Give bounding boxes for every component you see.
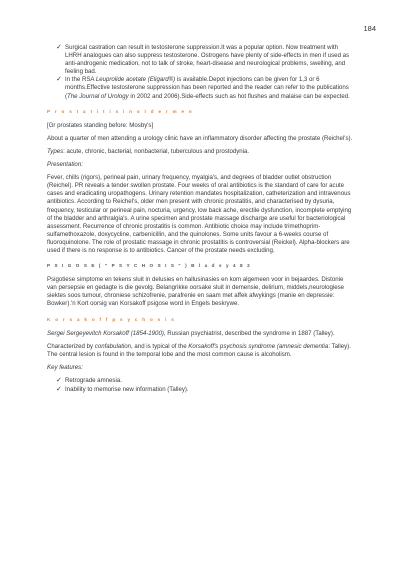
checkmark-icon: ✓ (56, 44, 62, 51)
list-item: ✓ Surgical castration can result in testosterone suppression.It was a popular option. Now treatment with LHRH analogues can also suppress testosterone. Ostrogens have plenty of side-effects in men if used as anti-androgenic medication, not to talk of stroke, heart-disease and neurological problems, swelling, and feeling bad. (56, 44, 350, 76)
list-item: ✓ Inability to memorise new information (Talley). (56, 386, 189, 394)
paragraph-characterized: Characterized by confabulation, and is typical of the Korsakoff's psychosis syndrome (amnesic dementia: Talley). The central lesion is found in the temporal lobe and the most common cause is alcoholism. (47, 342, 351, 358)
paragraph-korsakoff-name: Sergei Sergeyevitch Korsakoff (1854-1900), Russian psychiatrist, described the syndrome in 1887 (Talley). (47, 329, 335, 337)
list-item: ✓ Retrograde amnesia. (56, 377, 122, 384)
section-heading-prostatitis: P r o s t a t i t i s i n o l d e r m e n (47, 108, 194, 114)
checkmark-icon: ✓ (56, 386, 62, 394)
paragraph-psigose: Psigotiese simptome en tekens sluit in delusies en hallusinasies en kom algemeen voor in bejaardes. Distonie van persepsie en gedagte is die gevolg. Belangrikke oorsake sluit in demensie, delirium, middels,neurologiese siektes soos tumour, chroniese schizofrenie, parafrenie en saam met affek afwykings (manie en depressie: Bowker).'n Kort oorsig van Korsakoff psigose word in Engels beskrywe. (47, 276, 345, 308)
page-number: 184 (363, 24, 376, 33)
checkmark-icon: ✓ (56, 377, 62, 384)
paragraph-presentation: Fever, chills (rigors), perineal pain, urinary frequency, myalgia's, and degrees of bladder outlet obstruction (Reichel). PR reveals a tender swollen prostate. Four weeks of oral antibiotics is the standard of care for acute cases and eradicating uropathogens. Urinary retention mandates hospitalization, catheterization and intravenous antibiotics. According to Reichel's, older men present with chronic prostatitis, and characterised by dysuria, frequency, testicular or perineal pain, nocturia, urgency, low back ache, erectile dysfunction, incomplete emptying of the bladder and arthralgia's. A urine specimen and prostate massage discharge are useful for bacteriological assessment. Recurrence of chronic prostatitis is common. Antibiotic choice may include trimethoprim-sulfamethoxazole, doxycycline, carbenicillin, and the quinolones. Some units favour a 6-weeks course of fluoroquinolone. The role of prostatic massage in chronic prostatitis is controversial (Reickel). Alpha-blockers are used if there is no response is to antibiotics. Cancer of the prostate needs excluding. (47, 174, 352, 254)
presentation-label: Presentation: (47, 161, 83, 169)
section-heading-psigose: P S I G O S E ( " P S Y C H O S I S " ) B l a d s y 4 8 2 (47, 263, 252, 269)
key-features-label: Key features: (47, 363, 83, 371)
list-item: ✓ In the RSA Leuprolide acetate (Eligard®) is available.Depot injections can be given for 1,3 or 6 months.Effective testosterone suppression has been reported and the reader can refer to the publications (The Journal of Urology in 2002 and 2006).Side-effects such as hot flushes and malaise can be expected. (56, 76, 350, 100)
top-bullet-list (47, 44, 353, 101)
checkmark-icon: ✓ (56, 76, 62, 84)
section-heading-korsakoff: K o r s a k o f f p s y c h o s i s (47, 316, 176, 322)
page-content (47, 44, 353, 395)
key-features-list (47, 377, 353, 394)
paragraph-types: Types: acute, chronic, bacterial, nonbacterial, tuberculous and prostodynia. (47, 147, 250, 155)
etymology-source: [Gr prostates standing before: Mosby's] (47, 121, 154, 129)
paragraph-intro: About a quarter of men attending a urology clinic have an inflammatory disorder affecting the prostate (Reichel's). (47, 134, 353, 142)
